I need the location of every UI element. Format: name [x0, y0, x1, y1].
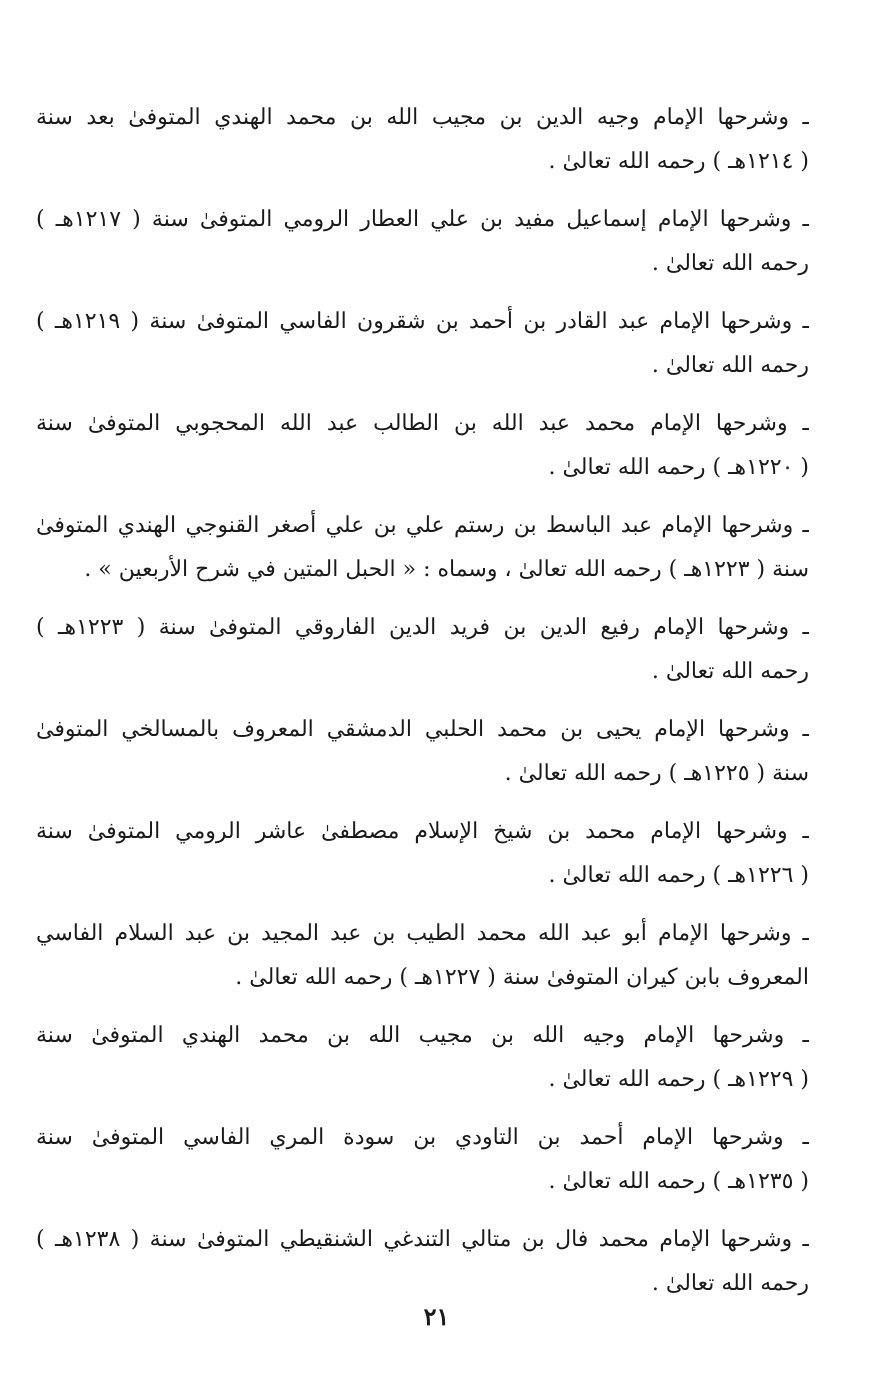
entry-line: رحمه الله تعالىٰ .	[651, 353, 809, 378]
commentary-entry	[36, 504, 809, 592]
entry-line: رحمه الله تعالىٰ .	[651, 251, 809, 276]
entry-line: ـ وشرحها الإمام محمد بن شيخ الإسلام مصطفىٰ عاشر الرومي المتوفىٰ سنة	[36, 819, 809, 844]
entry-line: ـ وشرحها الإمام أبو عبد الله محمد الطيب بن عبد المجيد بن عبد السلام الفاسي	[36, 921, 809, 946]
entry-line: ( ١٢٣٥هـ ) رحمه الله تعالىٰ .	[548, 1169, 809, 1194]
entry-line: سنة ( ١٢٢٥هـ ) رحمه الله تعالىٰ .	[504, 761, 809, 786]
entry-line: ( ١٢٢٦هـ ) رحمه الله تعالىٰ .	[548, 863, 809, 888]
entry-line: ـ وشرحها الإمام وجيه الله بن مجيب الله بن محمد الهندي المتوفىٰ سنة	[36, 1023, 809, 1048]
entry-line: ـ وشرحها الإمام إسماعيل مفيد بن علي العطار الرومي المتوفىٰ سنة ( ١٢١٧هـ )	[36, 207, 809, 232]
commentary-entry	[36, 912, 809, 1000]
page-number: ٢١	[423, 1302, 450, 1331]
entry-line: ( ١٢١٤هـ ) رحمه الله تعالىٰ .	[548, 149, 809, 174]
commentary-entry	[36, 1218, 809, 1306]
entry-line: ـ وشرحها الإمام محمد عبد الله بن الطالب عبد الله المحجوبي المتوفىٰ سنة	[36, 411, 809, 436]
commentary-entry	[36, 708, 809, 796]
commentary-entry	[36, 96, 809, 184]
entry-line: ( ١٢٢٠هـ ) رحمه الله تعالىٰ .	[548, 455, 809, 480]
entry-line: ـ وشرحها الإمام محمد فال بن متالي التندغي الشنقيطي المتوفىٰ سنة ( ١٢٣٨هـ )	[36, 1227, 809, 1252]
commentary-entry	[36, 1116, 809, 1204]
commentary-entry	[36, 198, 809, 286]
entry-line: ـ وشرحها الإمام عبد القادر بن أحمد بن شقرون الفاسي المتوفىٰ سنة ( ١٢١٩هـ )	[36, 309, 809, 334]
document-page	[36, 96, 809, 1320]
entry-line: المعروف بابن كيران المتوفىٰ سنة ( ١٢٢٧هـ ) رحمه الله تعالىٰ .	[235, 965, 809, 990]
entry-line: ـ وشرحها الإمام عبد الباسط بن رستم علي بن علي أصغر القنوجي الهندي المتوفىٰ	[36, 513, 809, 538]
commentary-entry	[36, 402, 809, 490]
entry-line: رحمه الله تعالىٰ .	[651, 659, 809, 684]
commentary-entry	[36, 1014, 809, 1102]
entry-line: رحمه الله تعالىٰ .	[651, 1271, 809, 1296]
entry-line: ـ وشرحها الإمام رفيع الدين بن فريد الدين الفاروقي المتوفىٰ سنة ( ١٢٢٣هـ )	[36, 615, 809, 640]
entry-line: ( ١٢٢٩هـ ) رحمه الله تعالىٰ .	[548, 1067, 809, 1092]
entry-line: ـ وشرحها الإمام أحمد بن التاودي بن سودة المري الفاسي المتوفىٰ سنة	[36, 1125, 809, 1150]
entry-line: ـ وشرحها الإمام يحيى بن محمد الحلبي الدمشقي المعروف بالمسالخي المتوفىٰ	[36, 717, 809, 742]
entry-line: ـ وشرحها الإمام وجيه الدين بن مجيب الله بن محمد الهندي المتوفىٰ بعد سنة	[36, 105, 809, 130]
entry-line: سنة ( ١٢٢٣هـ ) رحمه الله تعالىٰ ، وسماه : « الحبل المتين في شرح الأربعين » .	[84, 557, 809, 582]
commentary-entry	[36, 606, 809, 694]
commentary-entry	[36, 300, 809, 388]
commentary-entry	[36, 810, 809, 898]
